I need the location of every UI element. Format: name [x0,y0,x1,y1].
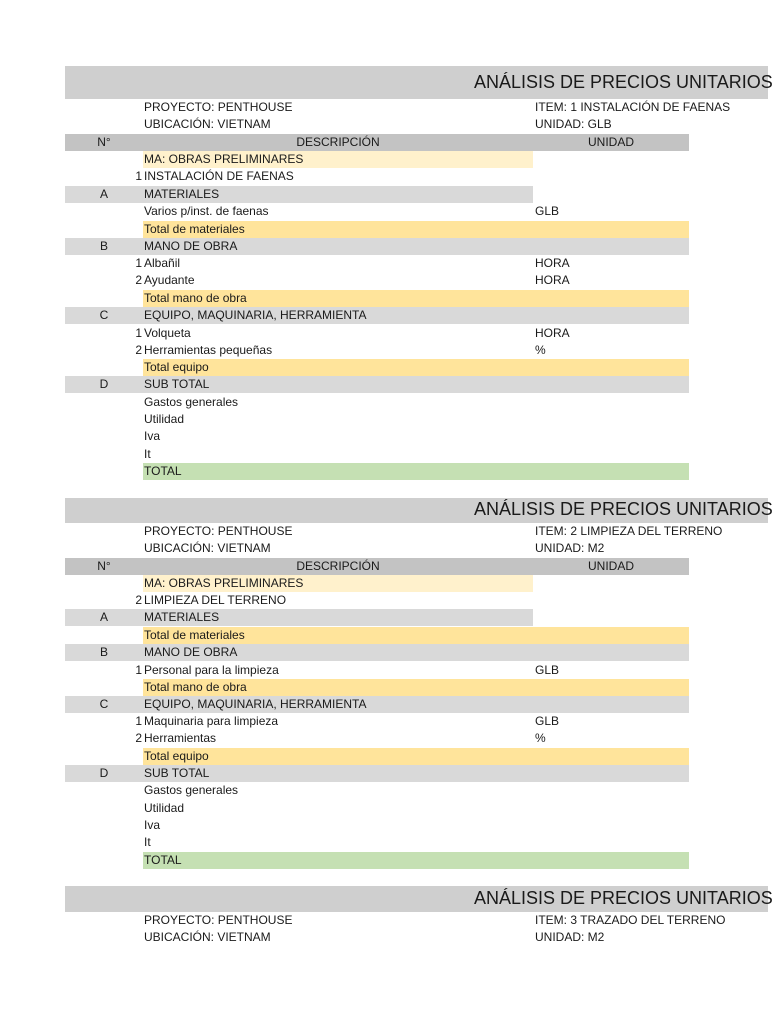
item-number: 1 [135,169,142,183]
section-letter: A [99,187,108,201]
grand-total-row [0,463,768,480]
project-label: PROYECTO: PENTHOUSE [144,913,293,927]
section-title: MANO DE OBRA [144,645,238,659]
block-title: ANÁLISIS DE PRECIOS UNITARIOS [474,72,773,92]
summary-label: Iva [144,429,161,443]
summary-label: It [144,447,151,461]
total-label: Total equipo [144,360,209,374]
total-label: Total mano de obra [144,291,247,305]
section-d-row [0,765,768,782]
title-bar [65,886,773,912]
location-row [0,540,768,557]
location-label: UBICACIÓN: VIETNAM [144,930,271,944]
row-number: 2 [135,343,142,357]
row-description: Varios p/inst. de faenas [144,204,269,218]
section-title: MATERIALES [144,610,220,624]
row-description: Herramientas pequeñas [144,343,273,357]
row-description: Volqueta [144,326,191,340]
row-unit: HORA [535,326,570,340]
item-title-row [0,592,768,609]
col-header-number: N° [97,135,111,149]
section-title: MATERIALES [144,187,220,201]
row-description: Ayudante [144,273,195,287]
section-letter: C [99,308,109,322]
grand-total-label: TOTAL [144,464,182,478]
location-row [0,116,768,133]
location-label: UBICACIÓN: VIETNAM [144,117,271,131]
row-description: Maquinaria para limpieza [144,714,279,728]
section-b-row [0,238,768,255]
summary-row [0,782,768,799]
table-row [0,255,768,272]
table-row [0,203,768,220]
item-number: 2 [135,593,142,607]
total-labor-row [0,679,768,696]
row-unit: GLB [535,204,560,218]
section-title: SUB TOTAL [144,766,210,780]
section-letter: C [99,697,109,711]
summary-row [0,800,768,817]
row-description: Herramientas [144,731,217,745]
project-row [0,523,768,540]
total-label: Total de materiales [144,222,245,236]
row-unit: HORA [535,273,570,287]
row-unit: HORA [535,256,570,270]
title-bar [65,66,773,99]
item-label: ITEM: 3 TRAZADO DEL TERRENO [535,913,726,927]
summary-label: Gastos generales [144,783,239,797]
project-label: PROYECTO: PENTHOUSE [144,524,293,538]
total-label: Total mano de obra [144,680,247,694]
total-equipment-row [0,359,768,376]
table-row [0,342,768,359]
section-title: SUB TOTAL [144,377,210,391]
total-materials-row [0,627,768,644]
section-title: MANO DE OBRA [144,239,238,253]
row-number: 1 [135,326,142,340]
summary-label: Gastos generales [144,395,239,409]
table-row [0,730,768,747]
unit-label: UNIDAD: M2 [535,930,605,944]
section-letter: A [99,610,108,624]
total-label: Total equipo [144,749,209,763]
location-row [0,929,768,946]
module-row [0,575,768,592]
section-title: EQUIPO, MAQUINARIA, HERRAMIENTA [144,308,367,322]
total-equipment-row [0,748,768,765]
row-number: 2 [135,273,142,287]
total-materials-row [0,221,768,238]
row-description: Personal para la limpieza [144,663,279,677]
summary-label: Utilidad [144,412,185,426]
col-header-unit: UNIDAD [587,559,634,573]
project-row [0,912,768,929]
row-number: 1 [135,714,142,728]
item-title: LIMPIEZA DEL TERRENO [144,593,287,607]
summary-row [0,394,768,411]
section-letter: B [99,645,108,659]
summary-label: It [144,835,151,849]
summary-row [0,817,768,834]
section-a-row [0,609,768,626]
section-c-row [0,307,768,324]
block-title: ANÁLISIS DE PRECIOS UNITARIOS [474,888,773,908]
row-number: 1 [135,256,142,270]
col-header-number: N° [97,559,111,573]
summary-row [0,446,768,463]
row-unit: GLB [535,663,560,677]
summary-label: Utilidad [144,801,185,815]
row-description: Albañil [144,256,181,270]
row-unit: % [535,731,546,745]
project-label: PROYECTO: PENTHOUSE [144,100,293,114]
block-title: ANÁLISIS DE PRECIOS UNITARIOS [474,499,773,519]
table-row [0,272,768,289]
col-header-description: DESCRIPCIÓN [296,135,380,149]
grand-total-label: TOTAL [144,853,182,867]
table-row [0,325,768,342]
location-label: UBICACIÓN: VIETNAM [144,541,271,555]
section-a-row [0,186,768,203]
unit-label: UNIDAD: M2 [535,541,605,555]
unit-label: UNIDAD: GLB [535,117,612,131]
col-header-description: DESCRIPCIÓN [296,559,380,573]
item-title: INSTALACIÓN DE FAENAS [144,169,294,183]
table-row [0,662,768,679]
grand-total-row [0,852,768,869]
section-d-row [0,376,768,393]
title-bar [65,498,773,523]
item-label: ITEM: 2 LIMPIEZA DEL TERRENO [535,524,723,538]
section-letter: D [99,766,109,780]
column-header-row [0,558,768,575]
item-label: ITEM: 1 INSTALACIÓN DE FAENAS [535,100,731,114]
total-label: Total de materiales [144,628,245,642]
section-letter: D [99,377,109,391]
section-title: EQUIPO, MAQUINARIA, HERRAMIENTA [144,697,367,711]
section-b-row [0,644,768,661]
row-unit: % [535,343,546,357]
row-unit: GLB [535,714,560,728]
row-number: 1 [135,663,142,677]
module-label: MA: OBRAS PRELIMINARES [144,576,304,590]
section-c-row [0,696,768,713]
project-row [0,99,768,116]
column-header-row [0,134,768,151]
item-title-row [0,168,768,185]
module-row [0,151,768,168]
summary-label: Iva [144,818,161,832]
summary-row [0,428,768,445]
col-header-unit: UNIDAD [587,135,634,149]
row-number [65,203,142,220]
total-labor-row [0,290,768,307]
section-letter: B [99,239,108,253]
summary-row [0,411,768,428]
summary-row [0,834,768,851]
row-number: 2 [135,731,142,745]
table-row [0,713,768,730]
module-label: MA: OBRAS PRELIMINARES [144,152,304,166]
